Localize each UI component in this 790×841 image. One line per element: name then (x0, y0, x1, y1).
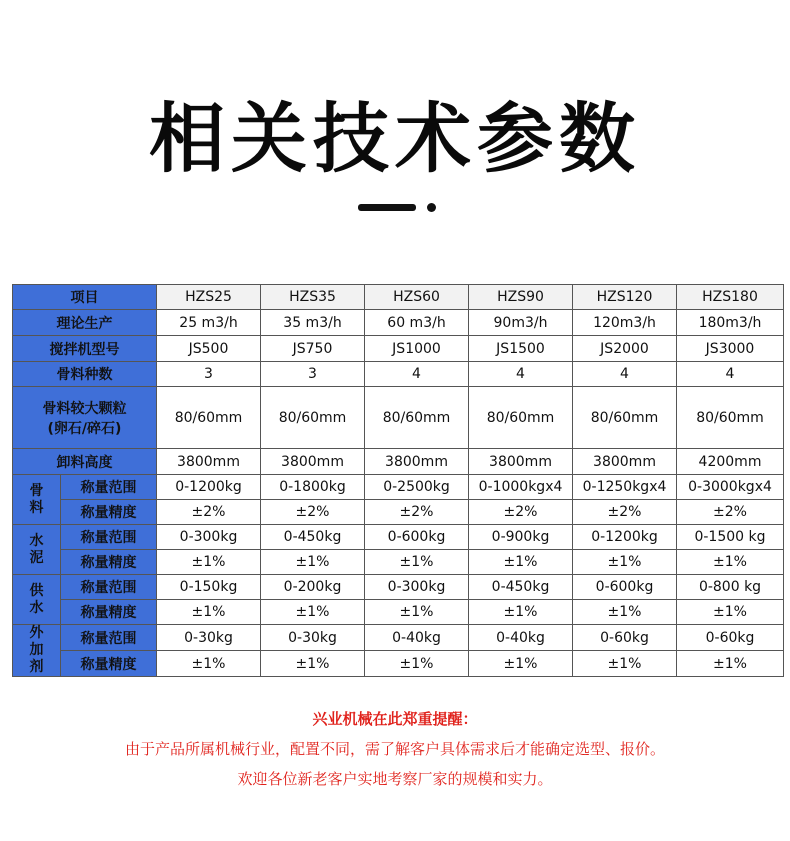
table-cell: ±2% (157, 500, 261, 525)
table-cell: 3 (261, 362, 365, 387)
table-row (13, 336, 784, 362)
table-cell: 0-40kg (365, 625, 469, 651)
model-header: HZS25 (157, 285, 261, 310)
table-cell: ±2% (469, 500, 573, 525)
group-label-char: 水 (29, 532, 44, 549)
table-cell: 0-300kg (365, 575, 469, 600)
table-cell: 25 m3/h (157, 310, 261, 336)
group-label-char: 水 (29, 599, 44, 616)
table-cell: 90m3/h (469, 310, 573, 336)
table-cell: 4 (365, 362, 469, 387)
sub-row-label: 称量精度 (61, 600, 157, 625)
table-row (13, 651, 784, 677)
table-cell: ±1% (469, 651, 573, 677)
table-cell: 0-900kg (469, 525, 573, 550)
row-label (13, 449, 157, 475)
table-cell: ±1% (261, 550, 365, 575)
table-cell: 80/60mm (365, 387, 469, 449)
model-header: HZS90 (469, 285, 573, 310)
table-cell: 0-60kg (677, 625, 784, 651)
model-header: HZS35 (261, 285, 365, 310)
table-cell: 0-30kg (261, 625, 365, 651)
table-cell: 0-1500 kg (677, 525, 784, 550)
table-cell: 0-2500kg (365, 475, 469, 500)
header-label: 项目 (13, 285, 157, 310)
table-cell: 4 (573, 362, 677, 387)
spec-table (12, 284, 784, 677)
row-label-text: 骨料种数 (56, 367, 113, 383)
table-cell: 0-40kg (469, 625, 573, 651)
row-label-text: 卸料高度 (56, 454, 113, 471)
sub-row-label: 称量范围 (61, 475, 157, 500)
table-cell: ±2% (261, 500, 365, 525)
table-cell: ±1% (261, 600, 365, 625)
table-cell: ±2% (573, 500, 677, 525)
table-cell: ±1% (677, 550, 784, 575)
table-cell: ±1% (469, 550, 573, 575)
page-title: 相关技术参数 (149, 94, 641, 183)
table-cell: 0-1000kgx4 (469, 475, 573, 500)
row-label-subtext: (卵石/碎石) (47, 420, 122, 437)
table-cell: ±1% (157, 651, 261, 677)
table-cell: ±1% (573, 651, 677, 677)
table-header-row (13, 285, 784, 310)
table-cell: 3800mm (469, 449, 573, 475)
row-label (13, 362, 157, 387)
model-header: HZS180 (677, 285, 784, 310)
table-cell: 0-1200kg (157, 475, 261, 500)
row-label-text: 骨料较大颗粒 (42, 400, 127, 417)
model-header: HZS60 (365, 285, 469, 310)
table-row (13, 475, 784, 500)
group-label-char: 加 (29, 642, 44, 658)
table-row (13, 387, 784, 449)
sub-row-label: 称量精度 (61, 550, 157, 575)
table-cell: JS3000 (677, 336, 784, 362)
table-cell: 0-30kg (157, 625, 261, 651)
table-cell: 0-1250kgx4 (573, 475, 677, 500)
table-cell: 0-600kg (365, 525, 469, 550)
row-label (13, 310, 157, 336)
sub-row-label: 称量精度 (61, 500, 157, 525)
row-label (13, 387, 157, 449)
table-row (13, 362, 784, 387)
table-row (13, 449, 784, 475)
table-cell: 3800mm (157, 449, 261, 475)
table-cell: 0-60kg (573, 625, 677, 651)
group-label (13, 625, 61, 677)
table-cell: 35 m3/h (261, 310, 365, 336)
table-cell: ±2% (365, 500, 469, 525)
table-row (13, 600, 784, 625)
table-row (13, 500, 784, 525)
sub-row-label: 称量范围 (61, 525, 157, 550)
table-cell: ±1% (157, 550, 261, 575)
table-row (13, 525, 784, 550)
model-header: HZS120 (573, 285, 677, 310)
table-cell: 80/60mm (573, 387, 677, 449)
notice-line-2: 欢迎各位新老客户实地考察厂家的规模和实力。 (237, 770, 553, 788)
group-label (13, 525, 61, 575)
group-label (13, 475, 61, 525)
table-cell: 0-1800kg (261, 475, 365, 500)
table-cell: 0-600kg (573, 575, 677, 600)
table-cell: 4200mm (677, 449, 784, 475)
table-cell: 80/60mm (261, 387, 365, 449)
row-label-text: 搅拌机型号 (49, 341, 120, 358)
table-cell: 3800mm (573, 449, 677, 475)
table-cell: ±1% (573, 600, 677, 625)
table-cell: 3 (157, 362, 261, 387)
sub-row-label: 称量精度 (61, 651, 157, 677)
table-cell: 0-3000kgx4 (677, 475, 784, 500)
table-cell: ±1% (157, 600, 261, 625)
table-cell: JS2000 (573, 336, 677, 362)
group-label-char: 泥 (29, 549, 44, 566)
table-cell: ±1% (365, 651, 469, 677)
table-cell: 3800mm (365, 449, 469, 475)
table-cell: JS500 (157, 336, 261, 362)
group-label-char: 骨 (29, 482, 44, 499)
table-row (13, 575, 784, 600)
row-label (13, 336, 157, 362)
notice-line-1: 由于产品所属机械行业，配置不同，需了解客户具体需求后才能确定选型、报价。 (124, 740, 665, 758)
table-cell: 0-1200kg (573, 525, 677, 550)
table-cell: 80/60mm (677, 387, 784, 449)
row-label-text: 理论生产 (56, 315, 113, 332)
group-label-char: 供 (29, 582, 44, 599)
table-row (13, 310, 784, 336)
table-cell: 120m3/h (573, 310, 677, 336)
table-cell: JS750 (261, 336, 365, 362)
title-underline-dash (358, 204, 416, 211)
title-underline-dot (427, 203, 436, 212)
table-cell: 80/60mm (469, 387, 573, 449)
table-cell: 4 (469, 362, 573, 387)
group-label-char: 料 (29, 499, 44, 516)
table-cell: ±2% (677, 500, 784, 525)
table-cell: 0-800 kg (677, 575, 784, 600)
table-cell: 60 m3/h (365, 310, 469, 336)
table-cell: ±1% (573, 550, 677, 575)
table-cell: JS1500 (469, 336, 573, 362)
notice-heading: 兴业机械在此郑重提醒： (312, 710, 478, 728)
table-cell: 0-200kg (261, 575, 365, 600)
group-label-char: 剂 (29, 659, 44, 675)
table-cell: 0-300kg (157, 525, 261, 550)
table-cell: ±1% (365, 600, 469, 625)
table-cell: 3800mm (261, 449, 365, 475)
group-label (13, 575, 61, 625)
table-cell: ±1% (365, 550, 469, 575)
table-cell: 180m3/h (677, 310, 784, 336)
table-cell: 0-450kg (469, 575, 573, 600)
table-cell: ±1% (677, 600, 784, 625)
table-row (13, 550, 784, 575)
sub-row-label: 称量范围 (61, 575, 157, 600)
table-cell: 80/60mm (157, 387, 261, 449)
group-label-char: 外 (29, 625, 44, 641)
table-cell: ±1% (261, 651, 365, 677)
table-cell: ±1% (469, 600, 573, 625)
table-cell: 4 (677, 362, 784, 387)
sub-row-label: 称量范围 (61, 625, 157, 651)
table-cell: JS1000 (365, 336, 469, 362)
table-cell: 0-450kg (261, 525, 365, 550)
table-cell: 0-150kg (157, 575, 261, 600)
table-row (13, 625, 784, 651)
table-cell: ±1% (677, 651, 784, 677)
